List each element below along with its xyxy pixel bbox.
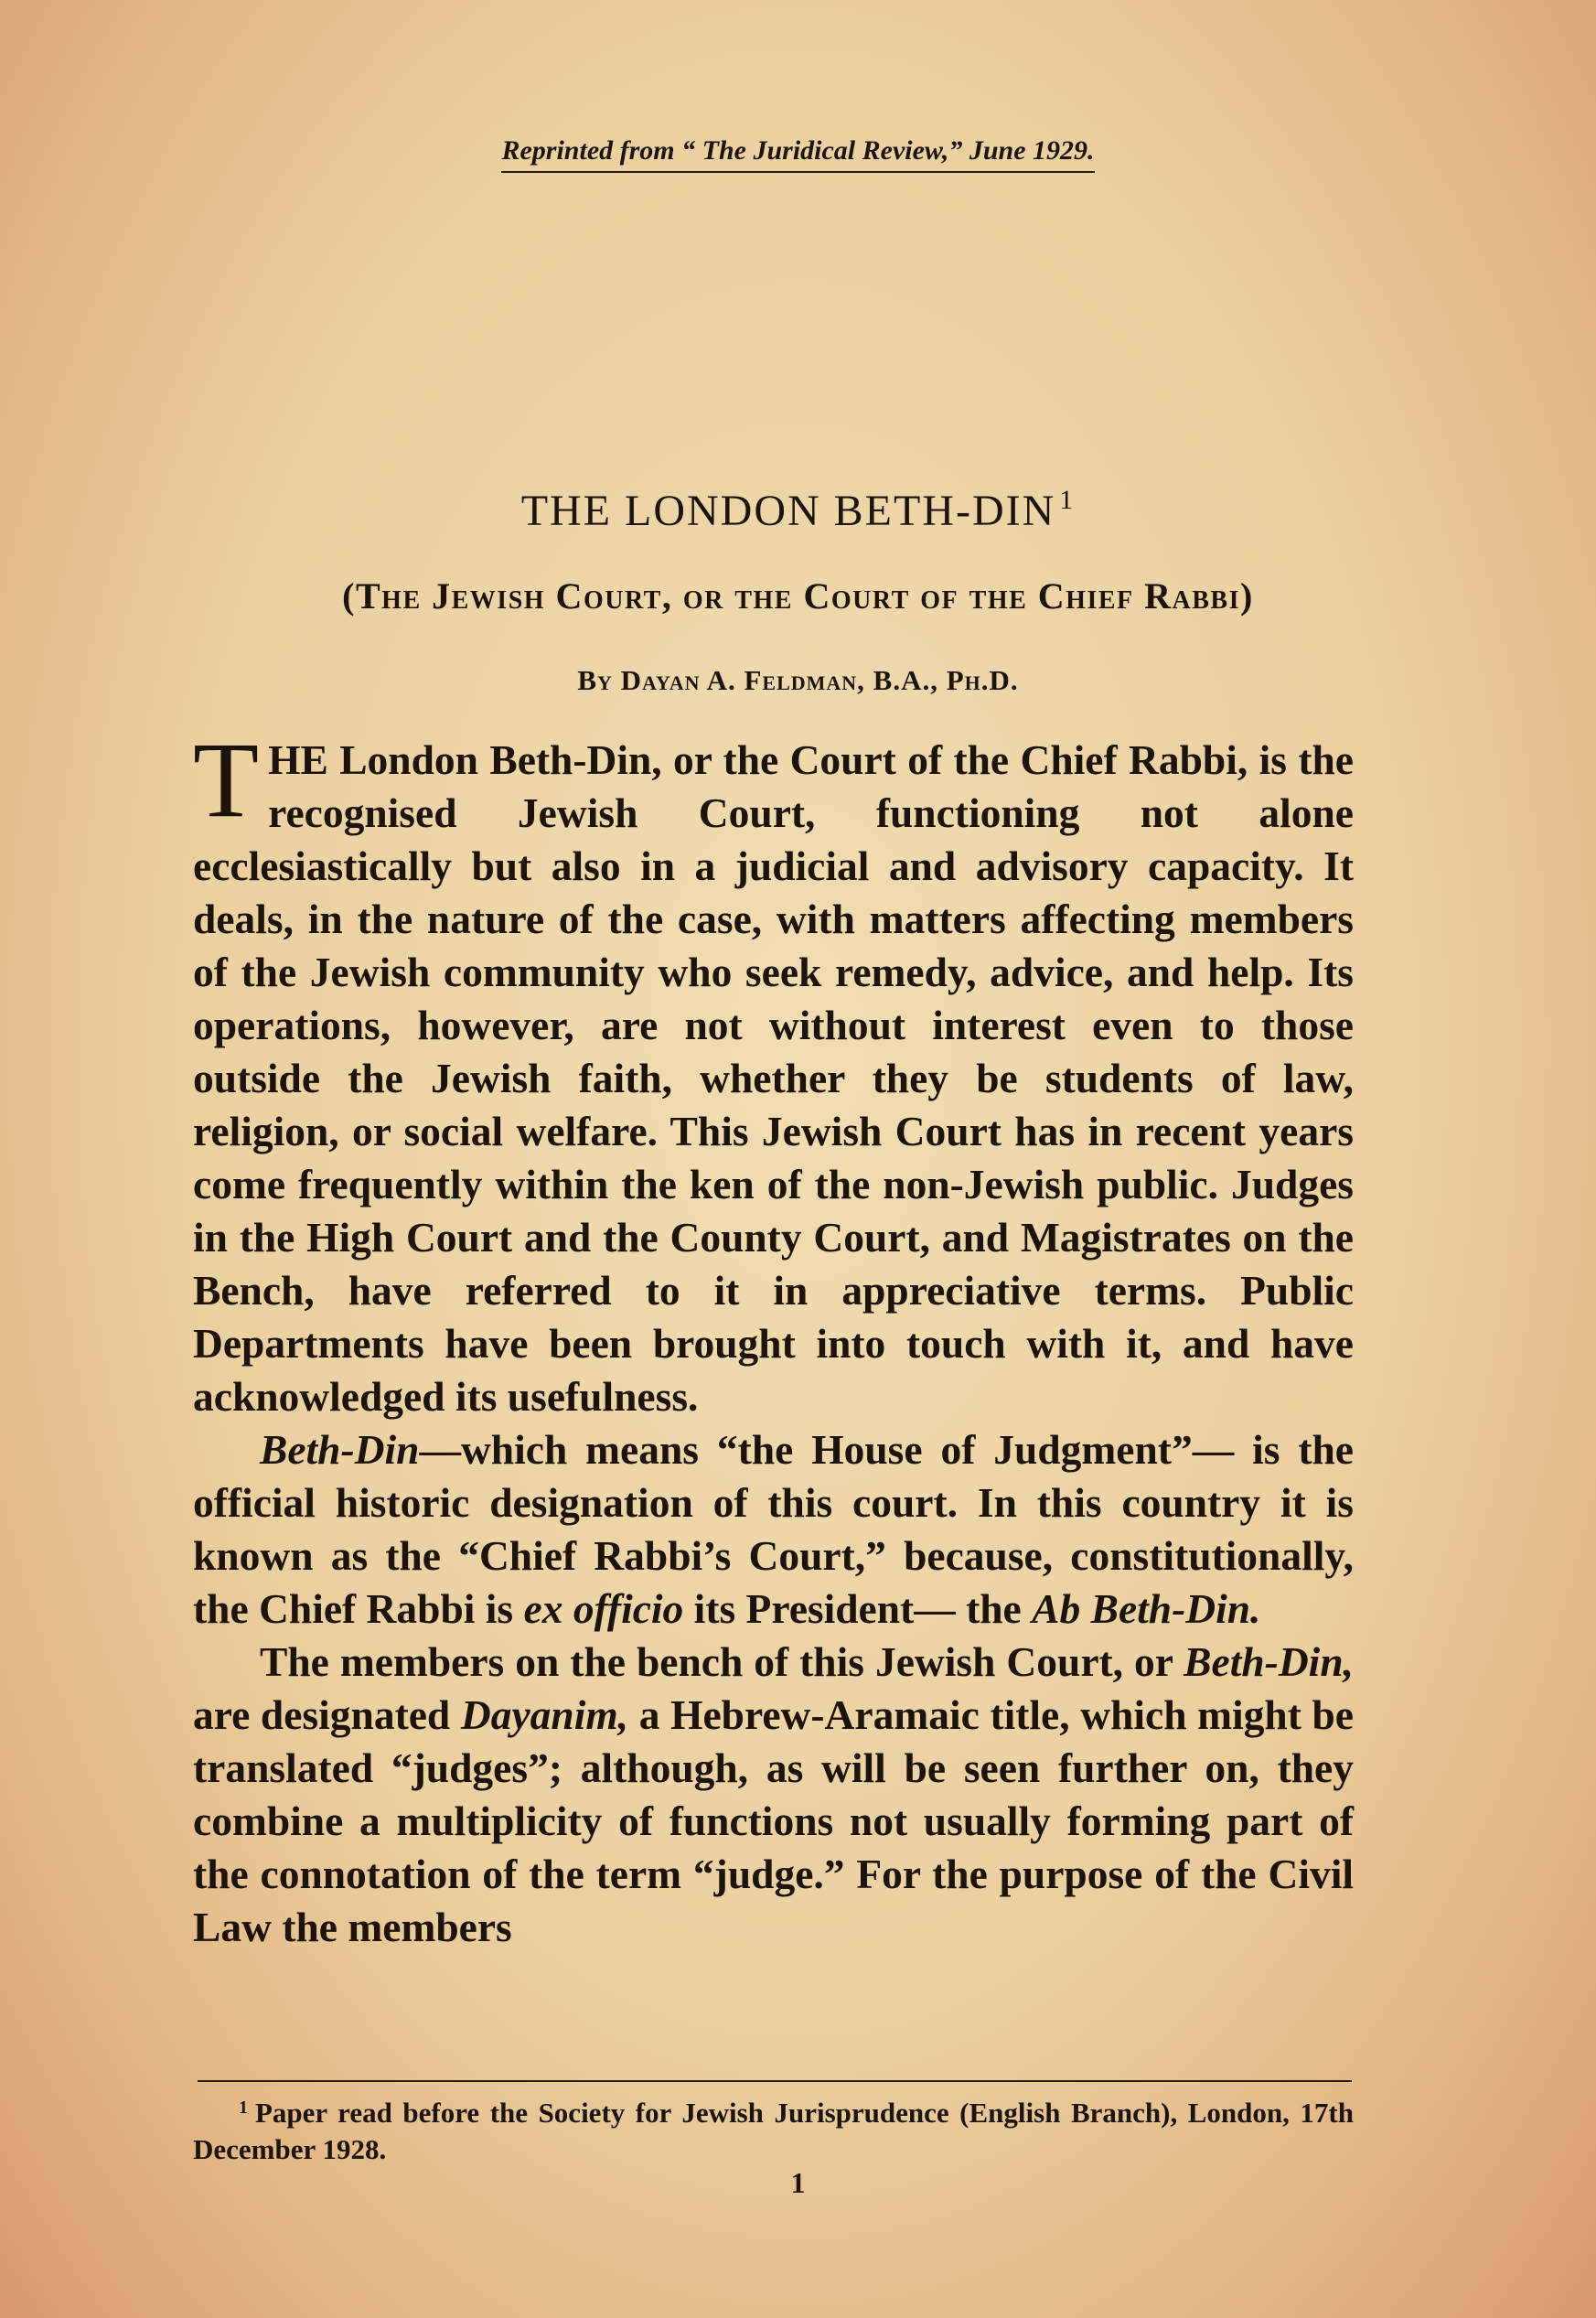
- article-subtitle: (The Jewish Court, or the Court of the Chief Rabbi): [342, 575, 1254, 617]
- paragraph-3-text-a: The members on the bench of this Jewish Court, or: [260, 1638, 1184, 1685]
- paragraph-1-text: HE London Beth-Din, or the Court of the Chief Rabbi, is the recognised Jewish Court, functioning not alone ecclesiastically but also in a judicial and advisory capacity. It deals, in the nature of the case, with matters affecting members of the Jewish community who seek remedy, advice, and help. Its operations, however, are not without interest even to those outside the Jewish faith, whether they be students of law, religion, or social welfare. This Jewish Court has in recent years come frequently within the ken of the non-Jewish public. Judges in the High Court and the County Court, and Magistrates on the Bench, have referred to it in appreciative terms. Public Departments have been brought into touch with it, and have acknowledged its usefulness.: [193, 736, 1354, 1420]
- paragraph-2-text-b: its President— the: [683, 1585, 1033, 1632]
- term-beth-din: Beth-Din: [260, 1426, 420, 1473]
- reprint-note: Reprinted from “ The Juridical Review,” June 1929.: [501, 135, 1094, 173]
- drop-cap: T: [193, 720, 260, 840]
- term-ex-officio: ex officio: [523, 1585, 684, 1632]
- page-number: 1: [790, 2166, 806, 2199]
- article-title-text: THE LONDON BETH-DIN: [520, 487, 1056, 535]
- paragraph-3: [193, 1636, 1354, 1954]
- article-title: [0, 485, 1596, 536]
- footnote: [193, 2089, 1354, 2168]
- footnote-divider: [198, 2080, 1352, 2082]
- title-footnote-mark: 1: [1059, 485, 1076, 515]
- paragraph-2: [193, 1423, 1354, 1636]
- paragraph-2-text-a: —which means “the House of Judgment”— is the official historic designation of this court. In this country it is known as the “Chief Rabbi’s Court,” because, constitutionally, the Chief Rabbi is: [193, 1426, 1354, 1632]
- paragraph-3-text-c: a Hebrew-Aramaic title, which might be translated “judges”; although, as will be seen further on, they combine a multiplicity of functions not usually forming part of the connotation of the term “judge.” For the purpose of the Civil Law the members: [193, 1691, 1354, 1950]
- paragraph-3-text-b: are designated: [193, 1691, 461, 1738]
- article-body: [193, 720, 1354, 1954]
- reprint-header: [0, 135, 1596, 173]
- article-byline: By Dayan A. Feldman, B.A., Ph.D.: [577, 664, 1019, 696]
- term-ab-beth-din: Ab Beth-Din.: [1032, 1585, 1261, 1632]
- term-beth-din-2: Beth-Din,: [1184, 1638, 1354, 1685]
- paragraph-1: [193, 720, 1354, 1423]
- footnote-text: Paper read before the Society for Jewish Jurisprudence (English Branch), London, 17th December 1928.: [193, 2097, 1354, 2165]
- term-dayanim: Dayanim,: [460, 1691, 629, 1738]
- footnote-mark: 1: [239, 2098, 248, 2118]
